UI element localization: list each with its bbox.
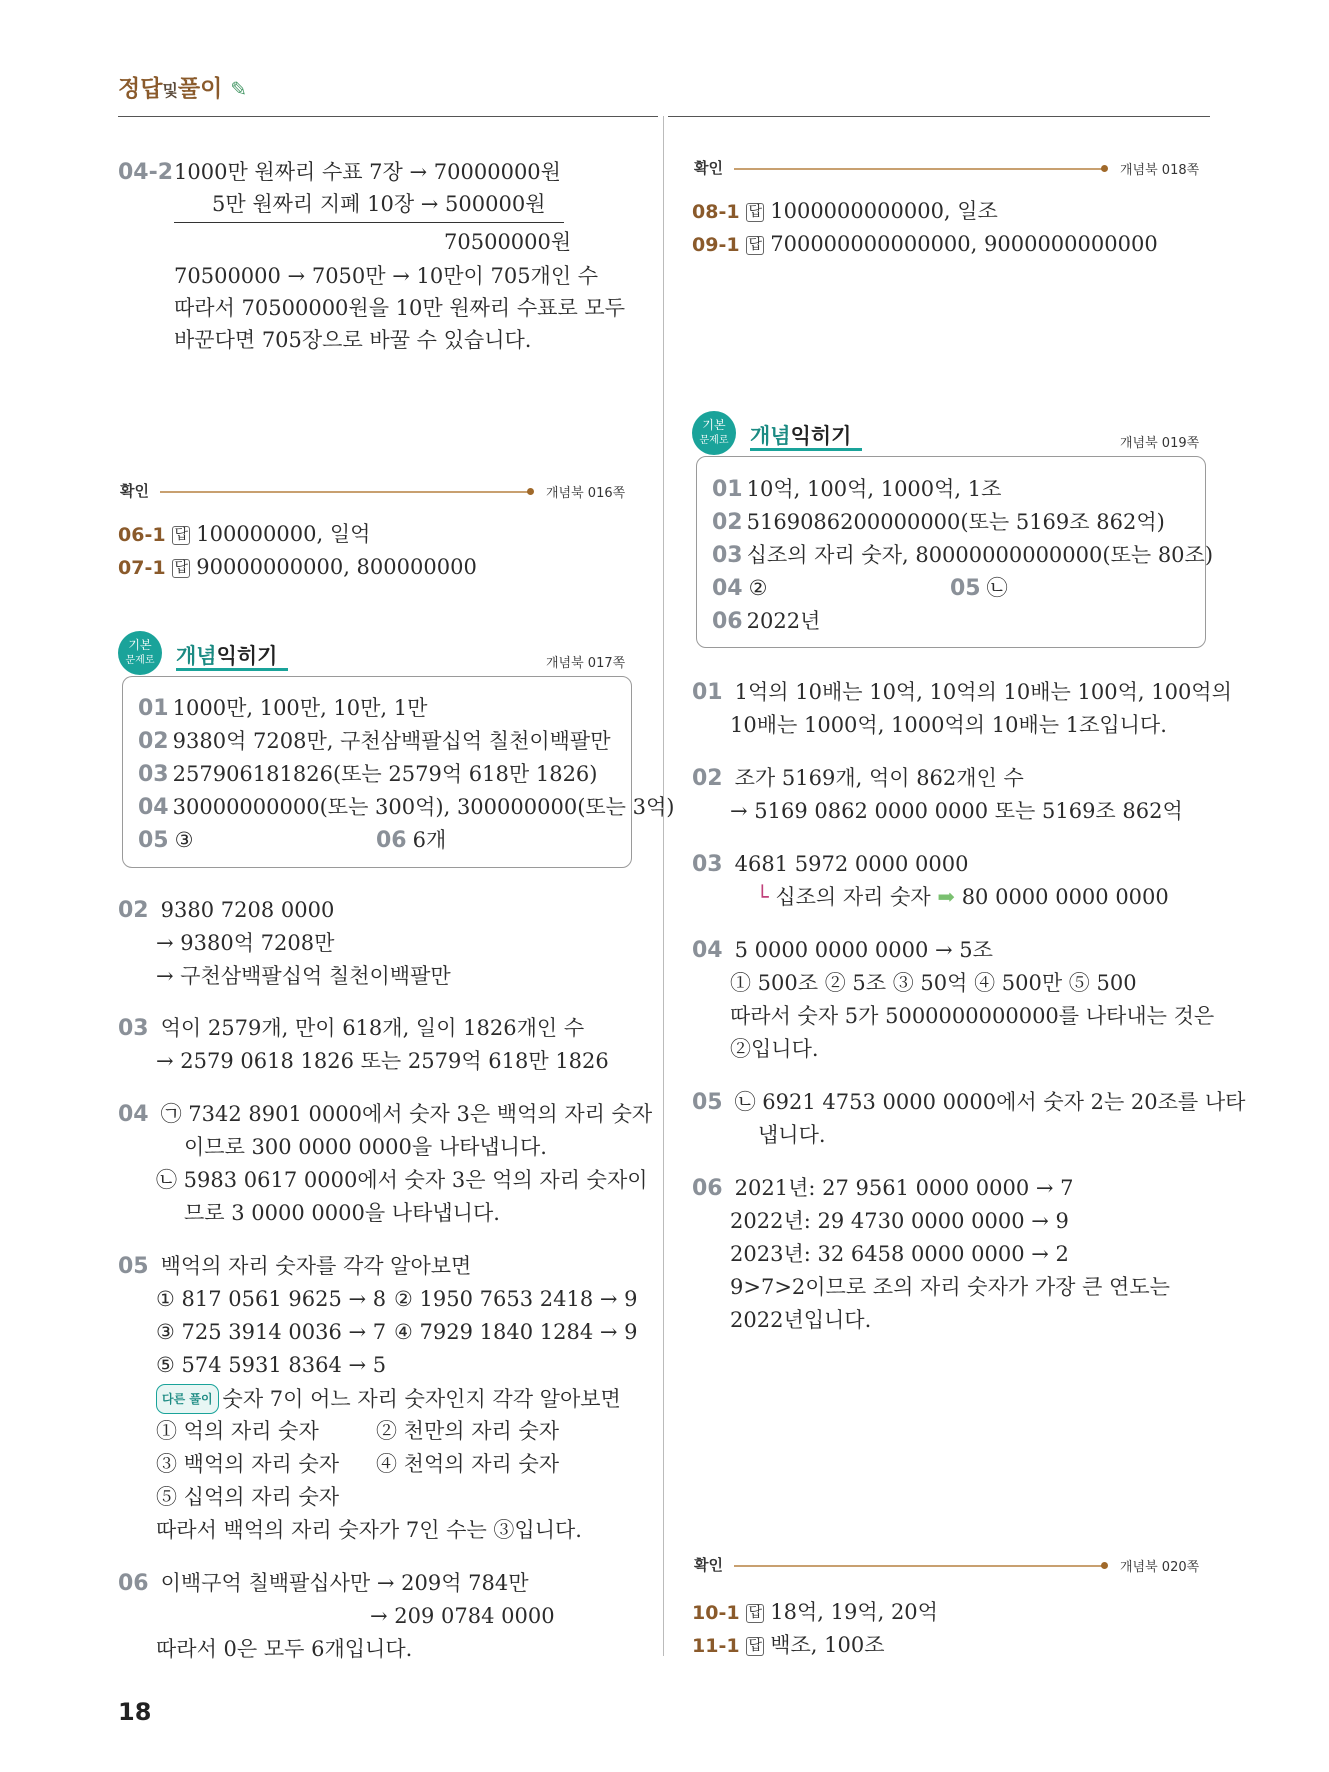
box-text: ③ <box>174 828 194 852</box>
check-label: 확인 <box>694 1556 723 1574</box>
solution-line: 1억의 10배는 10억, 10억의 10배는 100억, 100억의 <box>734 680 1232 704</box>
solution-04-line3: ㉡ 5983 0617 0000에서 숫자 3은 억의 자리 숫자이 <box>156 1168 648 1192</box>
answer-11-1 <box>692 1631 885 1660</box>
page-header-title <box>118 70 247 103</box>
answer-09-1 <box>692 230 1158 259</box>
r-solution-06 <box>692 1174 1074 1203</box>
box-line-01 <box>712 475 1001 504</box>
solution-text: 80 0000 0000 0000 <box>961 885 1169 909</box>
concept-title-b: 익히기 <box>790 424 852 448</box>
solution-05-l6b: ② 천만의 자리 숫자 <box>376 1419 560 1443</box>
answer-07-1 <box>118 553 477 582</box>
solution-05-l6a: ① 억의 자리 숫자 <box>156 1419 319 1443</box>
corner-arrow-icon: └ <box>756 885 769 909</box>
badge-bottom: 문제로 <box>699 435 729 446</box>
answer-icon: 답 <box>746 203 764 222</box>
check-rule <box>734 168 1104 170</box>
page-number: 18 <box>118 1698 152 1726</box>
problem-number: 06 <box>118 1571 149 1596</box>
problem-number: 05 <box>950 576 981 601</box>
box-line-06 <box>376 826 446 855</box>
right-arrow-icon: ➡ <box>937 885 955 909</box>
concept-title-underline <box>750 448 862 451</box>
pencil-ruler-icon: ✎ <box>230 77 248 101</box>
solution-03-line2: → 2579 0618 1826 또는 2579억 618만 1826 <box>156 1049 609 1073</box>
problem-number: 03 <box>692 852 723 877</box>
r-solution-06-line4: 9>7>2이므로 조의 자리 숫자가 가장 큰 연도는 <box>730 1275 1170 1299</box>
check-rule-dot <box>1101 165 1108 172</box>
problem-number: 05 <box>118 1254 149 1279</box>
solution-05-l3b: ④ 7929 1840 1284 → 9 <box>394 1320 638 1344</box>
answer-text: 1000000000000, 일조 <box>770 199 998 223</box>
check-label: 확인 <box>120 482 149 500</box>
check-rule-dot <box>1101 1562 1108 1569</box>
problem-number: 02 <box>118 898 149 923</box>
r-solution-03 <box>692 850 968 879</box>
header-divider-left <box>118 116 658 117</box>
sum-line <box>174 222 564 223</box>
solution-line: 9380 7208 0000 <box>160 898 335 922</box>
problem-number: 01 <box>712 477 743 502</box>
r-solution-04-line2: ① 500조 ② 5조 ③ 50억 ④ 500만 ⑤ 500 <box>730 971 1137 995</box>
problem-number: 04 <box>118 1102 149 1127</box>
box-text: 257906181826(또는 2579억 618만 1826) <box>172 762 598 786</box>
answer-text: 백조, 100조 <box>770 1633 885 1657</box>
solution-06-line2: → 209 0784 0000 <box>370 1604 555 1628</box>
column-divider <box>663 116 664 1656</box>
header-title-b: 및 <box>162 81 178 100</box>
answer-10-1 <box>692 1598 938 1627</box>
problem-number: 01 <box>138 696 169 721</box>
problem-number: 03 <box>118 1016 149 1041</box>
header-title-c: 풀이 <box>177 76 223 102</box>
box-line-01 <box>138 694 427 723</box>
r-solution-01-line2: 10배는 1000억, 1000억의 10배는 1조입니다. <box>730 713 1167 737</box>
r-solution-02 <box>692 764 1024 793</box>
problem-number: 04 <box>712 576 743 601</box>
problem-number: 08-1 <box>692 201 740 223</box>
concept-section-title <box>750 420 851 450</box>
solution-05-l2a: ① 817 0561 9625 → 8 <box>156 1287 387 1311</box>
concept-book-ref: 개념북 017쪽 <box>546 656 626 671</box>
box-text: 2022년 <box>746 609 821 633</box>
check-rule <box>734 1565 1104 1567</box>
box-text: ② <box>748 576 768 600</box>
r-solution-05-line2: 냅니다. <box>758 1123 826 1147</box>
box-text: 5169086200000000(또는 5169조 862억) <box>746 510 1165 534</box>
r-solution-04 <box>692 936 993 965</box>
problem-number: 03 <box>138 762 169 787</box>
solution-05-l9: 따라서 백억의 자리 숫자가 7인 수는 ③입니다. <box>156 1518 582 1542</box>
badge-top: 기본 <box>128 638 152 652</box>
problem-number: 11-1 <box>692 1635 740 1657</box>
box-line-04 <box>138 793 674 822</box>
r-solution-06-line2: 2022년: 29 4730 0000 0000 → 9 <box>730 1209 1069 1233</box>
box-text: 10억, 100억, 1000억, 1조 <box>746 477 1002 501</box>
problem-number: 06-1 <box>118 524 166 546</box>
box-line-06 <box>712 607 820 636</box>
solution-04-line4: 므로 3 0000 0000을 나타냅니다. <box>184 1201 500 1225</box>
box-text: 1000만, 100만, 10만, 1만 <box>172 696 428 720</box>
answer-text: 18억, 19억, 20억 <box>770 1600 938 1624</box>
header-divider-right <box>668 116 1210 117</box>
problem-number: 06 <box>376 828 407 853</box>
r-solution-04-line4: ②입니다. <box>730 1037 819 1061</box>
box-text: 십조의 자리 숫자, 80000000000000(또는 80조) <box>746 543 1214 567</box>
concept-section-title <box>176 640 277 670</box>
answer-text: 90000000000, 800000000 <box>196 555 477 579</box>
concept-book-ref: 개념북 019쪽 <box>1120 436 1200 451</box>
box-line-03 <box>712 541 1213 570</box>
problem-number: 07-1 <box>118 557 166 579</box>
solution-05-l3a: ③ 725 3914 0036 → 7 <box>156 1320 387 1344</box>
solution-02-line3: → 구천삼백팔십억 칠천이백팔만 <box>156 964 451 988</box>
concept-book-ref: 개념북 016쪽 <box>546 486 626 501</box>
problem-04-2-label <box>118 158 173 187</box>
solution-05-l8: ⑤ 십억의 자리 숫자 <box>156 1485 340 1509</box>
problem-number: 06 <box>712 609 743 634</box>
solution-04-line2: 이므로 300 0000 0000을 나타냅니다. <box>184 1135 547 1159</box>
problem-04-2-row3: 70500000원 <box>444 230 572 254</box>
problem-number: 01 <box>692 680 723 705</box>
solution-05-other <box>156 1384 621 1414</box>
box-line-02 <box>138 727 611 756</box>
problem-number: 04 <box>138 795 169 820</box>
answer-08-1 <box>692 197 998 226</box>
solution-line: 이백구억 칠백팔십사만 → 209억 784만 <box>160 1571 529 1595</box>
check-label: 확인 <box>694 159 723 177</box>
solution-line: ㉠ 7342 8901 0000에서 숫자 3은 백억의 자리 숫자 <box>160 1102 653 1126</box>
problem-04-2-row2: 5만 원짜리 지폐 10장 → 500000원 <box>212 192 546 216</box>
r-solution-05 <box>692 1088 1245 1117</box>
problem-04-2-row1: 1000만 원짜리 수표 7장 → 70000000원 <box>174 160 561 184</box>
concept-title-a: 개념 <box>750 424 791 448</box>
r-solution-03-line2 <box>756 883 1169 911</box>
check-rule-dot <box>527 488 534 495</box>
solution-line: 5 0000 0000 0000 → 5조 <box>734 938 993 962</box>
badge-top: 기본 <box>702 418 726 432</box>
concept-title-a: 개념 <box>176 644 217 668</box>
solution-05-l7a: ③ 백억의 자리 숫자 <box>156 1452 340 1476</box>
basic-problem-badge <box>118 631 162 675</box>
problem-number: 02 <box>712 510 743 535</box>
problem-number: 04 <box>692 938 723 963</box>
solution-line: 조가 5169개, 억이 862개인 수 <box>734 766 1024 790</box>
problem-number: 06 <box>692 1176 723 1201</box>
concept-book-ref: 개념북 020쪽 <box>1120 1560 1200 1575</box>
r-solution-06-line5: 2022년입니다. <box>730 1308 872 1332</box>
solution-line: ㉡ 6921 4753 0000 0000에서 숫자 2는 20조를 나타 <box>734 1090 1246 1114</box>
solution-05-l7b: ④ 천억의 자리 숫자 <box>376 1452 560 1476</box>
box-text: 9380억 7208만, 구천삼백팔십억 칠천이백팔만 <box>172 729 611 753</box>
box-line-03 <box>138 760 597 789</box>
solution-05 <box>118 1252 471 1281</box>
r-solution-04-line3: 따라서 숫자 5가 5000000000000를 나타내는 것은 <box>730 1004 1215 1028</box>
concept-title-underline <box>176 668 288 671</box>
r-solution-02-line2: → 5169 0862 0000 0000 또는 5169조 862억 <box>730 799 1183 823</box>
answer-icon: 답 <box>746 1637 764 1656</box>
box-text: 30000000000(또는 300억), 300000000(또는 3억) <box>172 795 675 819</box>
solution-line: 4681 5972 0000 0000 <box>734 852 969 876</box>
r-solution-01 <box>692 678 1232 707</box>
solution-line: 억이 2579개, 만이 618개, 일이 1826개인 수 <box>160 1016 585 1040</box>
solution-02 <box>118 896 334 925</box>
answer-text: 100000000, 일억 <box>196 522 371 546</box>
solution-03 <box>118 1014 584 1043</box>
box-line-05 <box>950 574 1008 603</box>
solution-04 <box>118 1100 652 1129</box>
answer-icon: 답 <box>172 526 190 545</box>
solution-05-l2b: ② 1950 7653 2418 → 9 <box>394 1287 638 1311</box>
solution-line: 백억의 자리 숫자를 각각 알아보면 <box>160 1254 472 1278</box>
problem-04-2-line2: 따라서 70500000원을 10만 원짜리 수표로 모두 <box>174 296 625 320</box>
box-line-02 <box>712 508 1165 537</box>
solution-line: 2021년: 27 9561 0000 0000 → 7 <box>734 1176 1074 1200</box>
solution-06-line3: 따라서 0은 모두 6개입니다. <box>156 1637 413 1661</box>
box-line-04 <box>712 574 767 603</box>
basic-problem-badge <box>692 411 736 455</box>
solution-line: 숫자 7이 어느 자리 숫자인지 각각 알아보면 <box>222 1387 621 1411</box>
problem-04-2-line3: 바꾼다면 705장으로 바꿀 수 있습니다. <box>174 328 532 352</box>
problem-number: 09-1 <box>692 234 740 256</box>
problem-number: 05 <box>692 1090 723 1115</box>
box-text: 6개 <box>412 828 447 852</box>
other-solution-tag: 다른 풀이 <box>156 1384 219 1414</box>
solution-06 <box>118 1569 529 1598</box>
solution-text: 십조의 자리 숫자 <box>775 885 931 909</box>
solution-02-line2: → 9380억 7208만 <box>156 931 335 955</box>
answer-icon: 답 <box>746 236 764 255</box>
solution-05-l4: ⑤ 574 5931 8364 → 5 <box>156 1353 387 1377</box>
check-rule <box>160 491 530 493</box>
box-line-05 <box>138 826 193 855</box>
badge-bottom: 문제로 <box>125 655 155 666</box>
problem-04-2-line1: 70500000 → 7050만 → 10만이 705개인 수 <box>174 264 599 288</box>
problem-number: 03 <box>712 543 743 568</box>
answer-icon: 답 <box>746 1604 764 1623</box>
problem-number: 04-2 <box>118 160 174 185</box>
answer-06-1 <box>118 520 370 549</box>
problem-number: 02 <box>138 729 169 754</box>
problem-number: 05 <box>138 828 169 853</box>
answer-text: 700000000000000, 9000000000000 <box>770 232 1158 256</box>
header-title-a: 정답 <box>118 76 163 102</box>
r-solution-06-line3: 2023년: 32 6458 0000 0000 → 2 <box>730 1242 1069 1266</box>
concept-title-b: 익히기 <box>216 644 278 668</box>
box-text: ㉡ <box>986 576 1008 600</box>
concept-book-ref: 개념북 018쪽 <box>1120 163 1200 178</box>
answer-icon: 답 <box>172 559 190 578</box>
problem-number: 02 <box>692 766 723 791</box>
problem-number: 10-1 <box>692 1602 740 1624</box>
